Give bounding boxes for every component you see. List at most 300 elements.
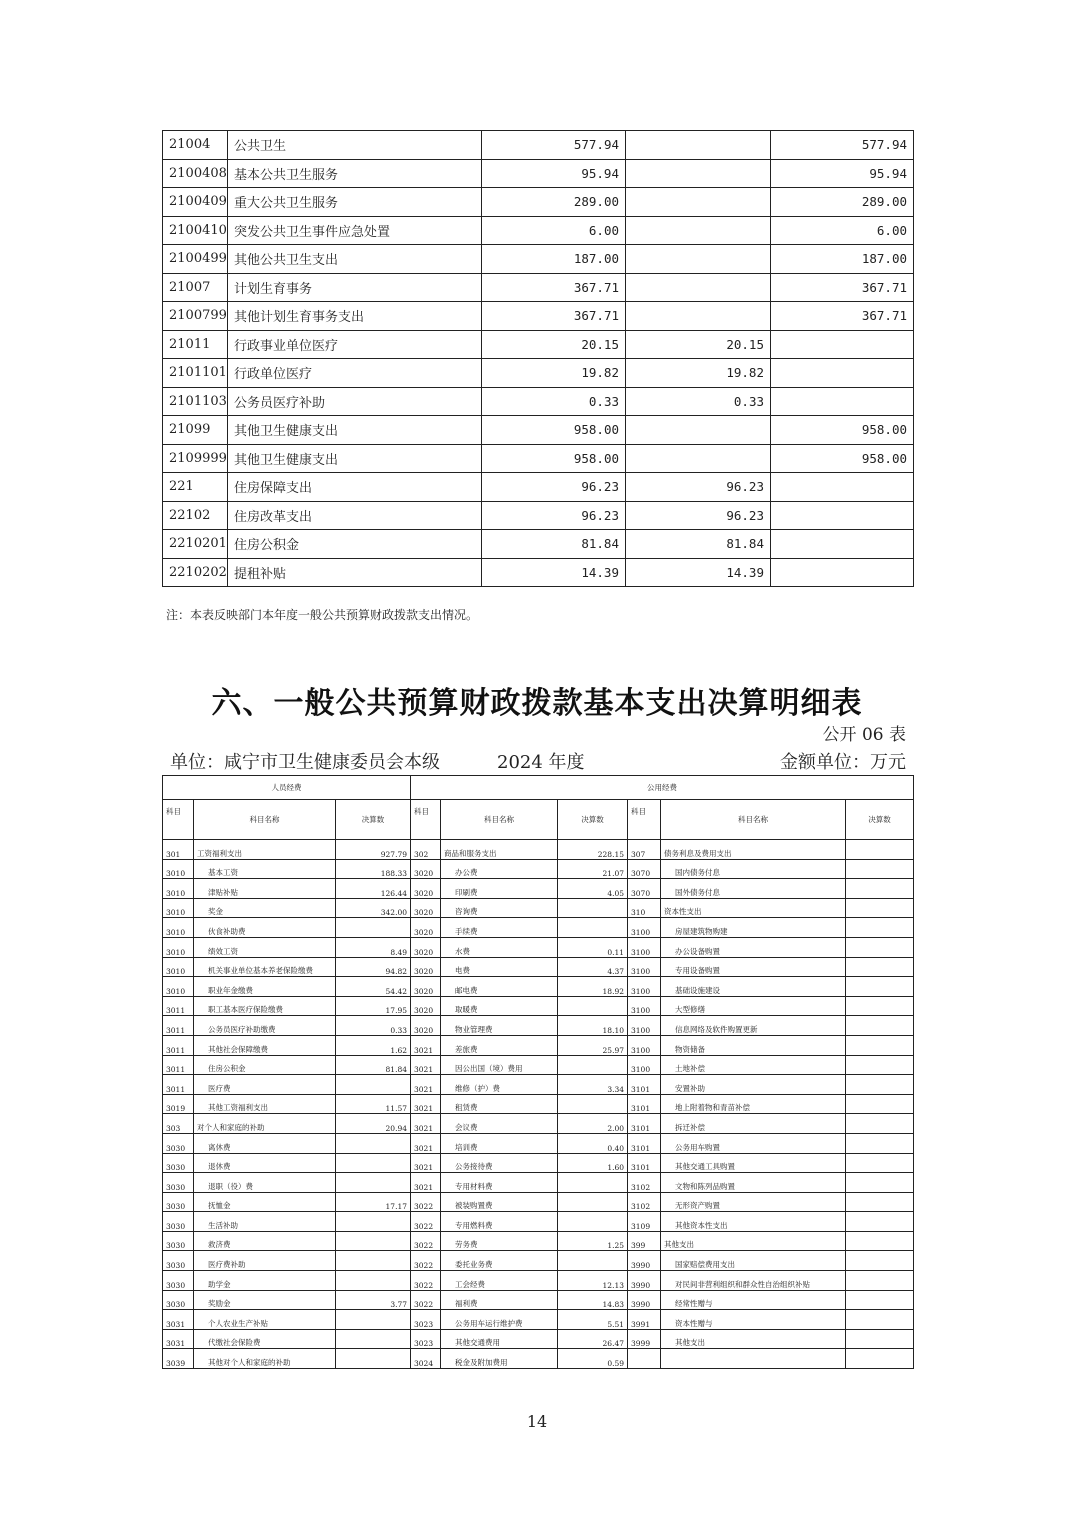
subject-code-cell: 3102 (628, 1192, 661, 1212)
amount-cell: 3.77 (336, 1290, 411, 1310)
subject-code-cell: 3024 (411, 1349, 441, 1369)
subject-name-cell: 文物和陈列品购置 (661, 1173, 846, 1193)
subject-name-cell: 工会经费 (441, 1271, 558, 1291)
table-row (163, 416, 914, 445)
col-header-code: 科目 (163, 800, 194, 840)
subject-code-cell: 3020 (411, 859, 441, 879)
subject-code-cell: 3030 (163, 1290, 194, 1310)
subject-code-cell: 3070 (628, 879, 661, 899)
table-row (163, 859, 914, 879)
subject-code-cell: 2101103 (163, 387, 228, 416)
subject-code-cell: 2210202 (163, 558, 228, 587)
amount-cell (846, 1153, 914, 1173)
table-row (163, 977, 914, 997)
amount-cell: 188.33 (336, 859, 411, 879)
subject-code-cell: 3030 (163, 1212, 194, 1232)
table-row (163, 245, 914, 274)
subject-code-cell: 3022 (411, 1251, 441, 1271)
subject-name-cell: 重大公共卫生服务 (228, 188, 482, 217)
amount-cell: 11.57 (336, 1094, 411, 1114)
project-amount-cell: 367.71 (771, 273, 914, 302)
subject-name-cell: 退职（役）费 (194, 1173, 336, 1193)
subject-code-cell: 21007 (163, 273, 228, 302)
total-amount-cell: 958.00 (482, 416, 626, 445)
subject-name-cell: 办公费 (441, 859, 558, 879)
table-row (163, 1212, 914, 1232)
subject-name-cell: 其他卫生健康支出 (228, 444, 482, 473)
amount-cell (846, 977, 914, 997)
table-row (163, 1349, 914, 1369)
subject-name-cell: 住房改革支出 (228, 501, 482, 530)
table-row (163, 131, 914, 160)
subject-name-cell: 基础设施建设 (661, 977, 846, 997)
project-amount-cell (771, 530, 914, 559)
subject-name-cell: 被装购置费 (441, 1192, 558, 1212)
subject-name-cell: 差旅费 (441, 1035, 558, 1055)
subject-code-cell: 21004 (163, 131, 228, 160)
subject-name-cell: 办公设备购置 (661, 937, 846, 957)
subject-name-cell: 基本工资 (194, 859, 336, 879)
table-row (163, 879, 914, 899)
subject-name-cell: 其他支出 (661, 1231, 846, 1251)
subject-name-cell: 其他资本性支出 (661, 1212, 846, 1232)
subject-name-cell: 因公出国（境）费用 (441, 1055, 558, 1075)
subject-code-cell: 3030 (163, 1231, 194, 1251)
amount-cell (846, 1231, 914, 1251)
subject-code-cell: 2100410 (163, 216, 228, 245)
subject-code-cell: 3010 (163, 859, 194, 879)
total-amount-cell: 6.00 (482, 216, 626, 245)
table-row (163, 1133, 914, 1153)
amount-cell (336, 1329, 411, 1349)
table-row (163, 937, 914, 957)
basic-expenditure-detail-table (162, 775, 914, 1369)
subject-code-cell: 2101101 (163, 359, 228, 388)
subject-code-cell: 3022 (411, 1290, 441, 1310)
table-number: 公开 06 表 (822, 725, 906, 745)
table-row (163, 918, 914, 938)
subject-code-cell: 301 (163, 840, 194, 860)
subject-name-cell: 住房公积金 (228, 530, 482, 559)
subject-name-cell: 专用材料费 (441, 1173, 558, 1193)
table-row (163, 188, 914, 217)
subject-code-cell: 3100 (628, 1016, 661, 1036)
amount-cell (846, 1212, 914, 1232)
subject-code-cell: 3020 (411, 1016, 441, 1036)
total-amount-cell: 14.39 (482, 558, 626, 587)
subject-name-cell: 国内债务付息 (661, 859, 846, 879)
project-amount-cell: 187.00 (771, 245, 914, 274)
table-row (163, 359, 914, 388)
subject-name-cell: 资本性赠与 (661, 1310, 846, 1330)
subject-code-cell: 3021 (411, 1094, 441, 1114)
subject-code-cell: 3031 (163, 1329, 194, 1349)
amount-cell (846, 898, 914, 918)
basic-amount-cell: 20.15 (626, 330, 771, 359)
amount-cell: 5.51 (558, 1310, 628, 1330)
subject-code-cell: 3022 (411, 1231, 441, 1251)
subject-name-cell: 邮电费 (441, 977, 558, 997)
amount-cell (846, 1192, 914, 1212)
subject-name-cell: 住房公积金 (194, 1055, 336, 1075)
basic-amount-cell (626, 159, 771, 188)
amount-cell (558, 1055, 628, 1075)
subject-name-cell: 拆迁补偿 (661, 1114, 846, 1134)
subject-name-cell: 住房保障支出 (228, 473, 482, 502)
amount-cell: 0.59 (558, 1349, 628, 1369)
subject-name-cell: 物资储备 (661, 1035, 846, 1055)
subject-name-cell: 无形资产购置 (661, 1192, 846, 1212)
subject-name-cell: 公务用车购置 (661, 1133, 846, 1153)
amount-cell: 927.79 (336, 840, 411, 860)
amount-cell (846, 1329, 914, 1349)
amount-cell (558, 1192, 628, 1212)
total-amount-cell: 20.15 (482, 330, 626, 359)
subject-name-cell: 其他计划生育事务支出 (228, 302, 482, 331)
amount-cell: 1.62 (336, 1035, 411, 1055)
subject-name-cell: 行政单位医疗 (228, 359, 482, 388)
basic-amount-cell (626, 273, 771, 302)
amount-cell (336, 1271, 411, 1291)
table-row (163, 1251, 914, 1271)
col-header-code: 科目 (411, 800, 441, 840)
subject-name-cell: 个人农业生产补贴 (194, 1310, 336, 1330)
amount-cell: 18.10 (558, 1016, 628, 1036)
group-header-public: 公用经费 (411, 776, 914, 800)
subject-code-cell: 3030 (163, 1271, 194, 1291)
amount-cell: 54.42 (336, 977, 411, 997)
table-row (163, 1290, 914, 1310)
amount-cell (558, 1094, 628, 1114)
amount-cell (336, 918, 411, 938)
subject-code-cell: 3100 (628, 1055, 661, 1075)
amount-cell: 0.11 (558, 937, 628, 957)
table-row (163, 1231, 914, 1251)
subject-code-cell: 3011 (163, 1035, 194, 1055)
subject-code-cell: 3011 (163, 1016, 194, 1036)
subject-name-cell: 其他对个人和家庭的补助 (194, 1349, 336, 1369)
subject-code-cell: 3039 (163, 1349, 194, 1369)
subject-code-cell: 302 (411, 840, 441, 860)
subject-code-cell: 3100 (628, 957, 661, 977)
amount-cell: 342.00 (336, 898, 411, 918)
table-row (163, 1192, 914, 1212)
subject-code-cell: 3030 (163, 1173, 194, 1193)
subject-name-cell: 培训费 (441, 1133, 558, 1153)
amount-cell (846, 859, 914, 879)
table-row (163, 957, 914, 977)
subject-name-cell: 医疗费 (194, 1075, 336, 1095)
amount-cell: 3.34 (558, 1075, 628, 1095)
subject-code-cell: 3022 (411, 1271, 441, 1291)
subject-name-cell: 水费 (441, 937, 558, 957)
subject-name-cell: 会议费 (441, 1114, 558, 1134)
unit-label: 单位：咸宁市卫生健康委员会本级 (170, 752, 440, 773)
subject-code-cell: 3021 (411, 1133, 441, 1153)
amount-cell: 94.82 (336, 957, 411, 977)
amount-cell (558, 996, 628, 1016)
subject-code-cell: 3030 (163, 1153, 194, 1173)
table-row (163, 1055, 914, 1075)
subject-code-cell: 3101 (628, 1133, 661, 1153)
subject-name-cell: 印刷费 (441, 879, 558, 899)
project-amount-cell (771, 501, 914, 530)
subject-code-cell: 3101 (628, 1114, 661, 1134)
subject-name-cell: 公务员医疗补助 (228, 387, 482, 416)
group-header-row (163, 776, 914, 800)
subject-code-cell: 3019 (163, 1094, 194, 1114)
basic-amount-cell: 19.82 (626, 359, 771, 388)
subject-name-cell: 电费 (441, 957, 558, 977)
total-amount-cell: 577.94 (482, 131, 626, 160)
total-amount-cell: 367.71 (482, 302, 626, 331)
subject-name-cell: 提租补贴 (228, 558, 482, 587)
subject-code-cell: 3010 (163, 898, 194, 918)
basic-amount-cell: 81.84 (626, 530, 771, 559)
basic-amount-cell (626, 444, 771, 473)
subject-code-cell: 3100 (628, 937, 661, 957)
subject-name-cell: 职工基本医疗保险缴费 (194, 996, 336, 1016)
subject-name-cell (661, 1349, 846, 1369)
subject-code-cell: 2100408 (163, 159, 228, 188)
subject-name-cell: 津贴补贴 (194, 879, 336, 899)
subject-name-cell: 信息网络及软件购置更新 (661, 1016, 846, 1036)
amount-cell (846, 957, 914, 977)
subject-name-cell: 租赁费 (441, 1094, 558, 1114)
subject-code-cell: 3021 (411, 1055, 441, 1075)
subject-code-cell: 3021 (411, 1114, 441, 1134)
basic-amount-cell (626, 216, 771, 245)
subject-code-cell: 2100799 (163, 302, 228, 331)
subject-name-cell: 机关事业单位基本养老保险缴费 (194, 957, 336, 977)
table-row (163, 840, 914, 860)
subject-name-cell: 离休费 (194, 1133, 336, 1153)
project-amount-cell (771, 387, 914, 416)
subject-code-cell: 3020 (411, 977, 441, 997)
total-amount-cell: 95.94 (482, 159, 626, 188)
subject-name-cell: 安置补助 (661, 1075, 846, 1095)
subject-code-cell: 3011 (163, 996, 194, 1016)
amount-cell: 8.49 (336, 937, 411, 957)
project-amount-cell: 367.71 (771, 302, 914, 331)
table-row (163, 444, 914, 473)
subject-code-cell: 3990 (628, 1290, 661, 1310)
subject-code-cell: 310 (628, 898, 661, 918)
subject-code-cell: 3020 (411, 898, 441, 918)
amount-cell: 21.07 (558, 859, 628, 879)
section-title: 六、一般公共预算财政拨款基本支出决算明细表 (211, 686, 863, 721)
subject-code-cell: 3020 (411, 957, 441, 977)
year-label: 2024 年度 (497, 752, 585, 773)
subject-name-cell: 地上附着物和青苗补偿 (661, 1094, 846, 1114)
subject-code-cell: 3021 (411, 1153, 441, 1173)
basic-amount-cell: 96.23 (626, 473, 771, 502)
col-header-amount: 决算数 (846, 800, 914, 840)
amount-cell (846, 937, 914, 957)
project-amount-cell: 289.00 (771, 188, 914, 217)
subject-code-cell: 303 (163, 1114, 194, 1134)
subject-name-cell: 国家赔偿费用支出 (661, 1251, 846, 1271)
subject-name-cell: 福利费 (441, 1290, 558, 1310)
subject-name-cell: 退休费 (194, 1153, 336, 1173)
project-amount-cell: 6.00 (771, 216, 914, 245)
amount-cell: 4.37 (558, 957, 628, 977)
subject-code-cell: 3020 (411, 996, 441, 1016)
col-header-amount: 决算数 (336, 800, 411, 840)
amount-cell: 17.95 (336, 996, 411, 1016)
table-row (163, 216, 914, 245)
subject-code-cell: 3101 (628, 1094, 661, 1114)
subject-code-cell: 3010 (163, 937, 194, 957)
subject-code-cell: 399 (628, 1231, 661, 1251)
subject-name-cell: 其他卫生健康支出 (228, 416, 482, 445)
total-amount-cell: 96.23 (482, 501, 626, 530)
subject-name-cell: 房屋建筑物购建 (661, 918, 846, 938)
subject-name-cell: 其他工资福利支出 (194, 1094, 336, 1114)
table-row (163, 1094, 914, 1114)
subject-code-cell: 3021 (411, 1035, 441, 1055)
subject-code-cell: 3010 (163, 879, 194, 899)
amount-cell: 25.97 (558, 1035, 628, 1055)
basic-amount-cell: 0.33 (626, 387, 771, 416)
amount-cell (846, 1251, 914, 1271)
project-amount-cell (771, 359, 914, 388)
total-amount-cell: 958.00 (482, 444, 626, 473)
subject-name-cell: 基本公共卫生服务 (228, 159, 482, 188)
subject-code-cell: 3100 (628, 996, 661, 1016)
subject-code-cell: 3022 (411, 1212, 441, 1232)
subject-code-cell: 3990 (628, 1251, 661, 1271)
subject-name-cell: 计划生育事务 (228, 273, 482, 302)
subject-name-cell: 其他社会保障缴费 (194, 1035, 336, 1055)
table-row (163, 1310, 914, 1330)
table-row (163, 1075, 914, 1095)
basic-amount-cell (626, 302, 771, 331)
subject-name-cell: 取暖费 (441, 996, 558, 1016)
subject-name-cell: 医疗费补助 (194, 1251, 336, 1271)
subject-code-cell: 3100 (628, 918, 661, 938)
subject-code-cell: 3020 (411, 879, 441, 899)
subject-code-cell (628, 1349, 661, 1369)
subject-code-cell: 3102 (628, 1173, 661, 1193)
subject-code-cell: 3023 (411, 1329, 441, 1349)
amount-cell: 12.13 (558, 1271, 628, 1291)
amount-cell: 81.84 (336, 1055, 411, 1075)
basic-amount-cell: 14.39 (626, 558, 771, 587)
amount-cell: 228.15 (558, 840, 628, 860)
total-amount-cell: 19.82 (482, 359, 626, 388)
subject-code-cell: 3030 (163, 1192, 194, 1212)
table-row (163, 558, 914, 587)
subject-code-cell: 3022 (411, 1192, 441, 1212)
amount-cell (558, 1251, 628, 1271)
total-amount-cell: 0.33 (482, 387, 626, 416)
amount-cell (558, 1173, 628, 1193)
amount-cell (558, 898, 628, 918)
subject-name-cell: 物业管理费 (441, 1016, 558, 1036)
subject-name-cell: 维修（护）费 (441, 1075, 558, 1095)
amount-cell (558, 918, 628, 938)
subject-code-cell: 2100409 (163, 188, 228, 217)
table-row (163, 898, 914, 918)
basic-amount-cell: 96.23 (626, 501, 771, 530)
table-row (163, 1114, 914, 1134)
subject-code-cell: 3020 (411, 918, 441, 938)
amount-cell (846, 1114, 914, 1134)
amount-cell (846, 1271, 914, 1291)
amount-cell (336, 1075, 411, 1095)
amount-cell: 0.40 (558, 1133, 628, 1153)
table-row (163, 473, 914, 502)
total-amount-cell: 367.71 (482, 273, 626, 302)
subject-name-cell: 公务员医疗补助缴费 (194, 1016, 336, 1036)
table-row (163, 302, 914, 331)
subject-name-cell: 经常性赠与 (661, 1290, 846, 1310)
subject-name-cell: 其他公共卫生支出 (228, 245, 482, 274)
amount-cell (336, 1349, 411, 1369)
amount-cell (558, 1212, 628, 1232)
subject-name-cell: 对个人和家庭的补助 (194, 1114, 336, 1134)
amount-cell: 26.47 (558, 1329, 628, 1349)
amount-cell: 1.25 (558, 1231, 628, 1251)
amount-cell (846, 1133, 914, 1153)
table-note: 注：本表反映部门本年度一般公共预算财政拨款支出情况。 (166, 608, 479, 622)
subject-name-cell: 其他交通费用 (441, 1329, 558, 1349)
subject-code-cell: 3990 (628, 1271, 661, 1291)
total-amount-cell: 187.00 (482, 245, 626, 274)
table-row (163, 1271, 914, 1291)
col-header-name: 科目名称 (194, 800, 336, 840)
project-amount-cell: 958.00 (771, 444, 914, 473)
amount-cell: 0.33 (336, 1016, 411, 1036)
subject-code-cell: 3031 (163, 1310, 194, 1330)
subject-code-cell: 3023 (411, 1310, 441, 1330)
amount-cell (846, 879, 914, 899)
basic-amount-cell (626, 416, 771, 445)
amount-cell: 18.92 (558, 977, 628, 997)
subject-code-cell: 3010 (163, 918, 194, 938)
subject-name-cell: 突发公共卫生事件应急处置 (228, 216, 482, 245)
amount-cell: 4.05 (558, 879, 628, 899)
table-row (163, 1329, 914, 1349)
amount-cell (846, 1075, 914, 1095)
subject-code-cell: 3991 (628, 1310, 661, 1330)
table-row (163, 1035, 914, 1055)
col-header-name: 科目名称 (661, 800, 846, 840)
subject-name-cell: 商品和服务支出 (441, 840, 558, 860)
subject-name-cell: 咨询费 (441, 898, 558, 918)
subject-name-cell: 对民间非营利组织和群众性自治组织补贴 (661, 1271, 846, 1291)
money-unit-label: 金额单位：万元 (780, 752, 906, 773)
subject-code-cell: 221 (163, 473, 228, 502)
amount-cell (336, 1173, 411, 1193)
subject-name-cell: 大型修缮 (661, 996, 846, 1016)
subject-code-cell: 22102 (163, 501, 228, 530)
basic-amount-cell (626, 131, 771, 160)
subject-name-cell: 公务接待费 (441, 1153, 558, 1173)
subject-code-cell: 21011 (163, 330, 228, 359)
amount-cell (846, 1055, 914, 1075)
project-amount-cell: 577.94 (771, 131, 914, 160)
subject-code-cell: 3100 (628, 977, 661, 997)
table-row (163, 1016, 914, 1036)
subject-code-cell: 3109 (628, 1212, 661, 1232)
total-amount-cell: 81.84 (482, 530, 626, 559)
table-row (163, 530, 914, 559)
table-row (163, 1173, 914, 1193)
subject-name-cell: 奖励金 (194, 1290, 336, 1310)
amount-cell (846, 1094, 914, 1114)
